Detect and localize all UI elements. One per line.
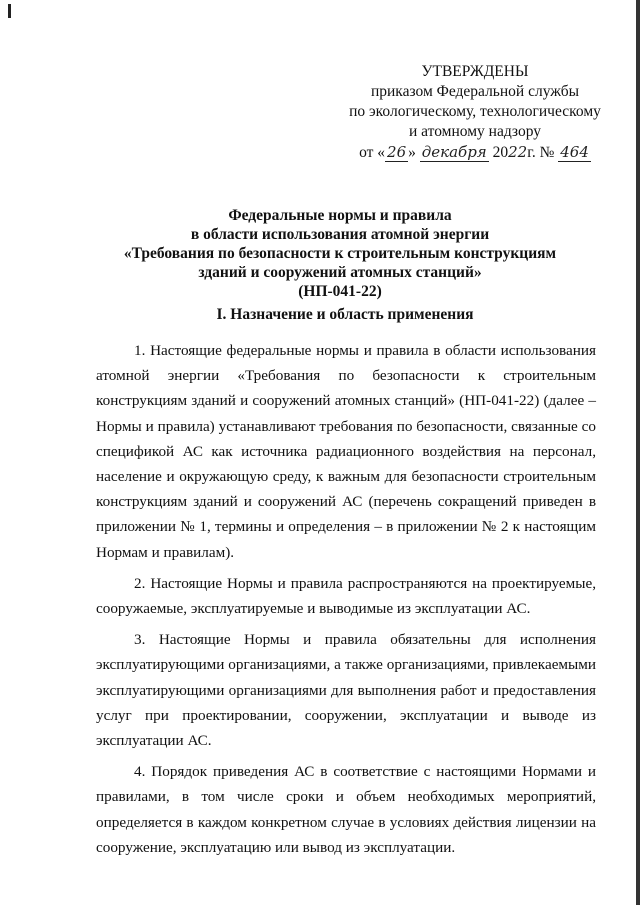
paragraph-4: 4. Порядок приведения АС в соответствие с настоящими Нормами и правилами, в том числе сроки и объем необходимых мероприятий, определяется в каждом конкретном случае в условиях действия лицензии на сооружение, эксплуатацию или вывод из эксплуатации.	[96, 763, 596, 856]
approval-block	[330, 62, 620, 163]
scan-edge-mark-right	[636, 0, 640, 905]
title-line-1: Федеральные нормы и правила	[228, 207, 452, 224]
order-year-handwritten: 22	[508, 143, 528, 161]
scan-edge-mark-top	[8, 4, 11, 18]
order-year-prefix: 20	[488, 144, 509, 161]
document-title	[60, 206, 620, 301]
title-line-4: зданий и сооружений атомных станций»	[198, 264, 482, 281]
order-mid: »	[408, 144, 420, 161]
order-number-prefix: г. №	[527, 144, 559, 161]
title-line-2: в области использования атомной энергии	[190, 226, 490, 243]
title-line-3: «Требования по безопасности к строительным конструкциям	[123, 245, 557, 262]
approval-heading: УТВЕРЖДЕНЫ	[421, 63, 529, 80]
paragraph-3: 3. Настоящие Нормы и правила обязательны для исполнения эксплуатирующими организациями, а также организациями, привлекаемыми эксплуатирующими организациями для выполнения работ и предоставления услуг при проектировании, сооружении, эксплуатации и выводе из эксплуатации АС.	[96, 631, 596, 750]
order-number-handwritten: 464	[560, 143, 589, 161]
order-day-handwritten: 26	[387, 143, 407, 161]
order-prefix: от «	[359, 144, 386, 161]
paragraph-2: 2. Настоящие Нормы и правила распространяются на проектируемые, сооружаемые, эксплуатируемые и выводимые из эксплуатации АС.	[96, 574, 596, 618]
approval-line-3: и атомному надзору	[409, 123, 541, 140]
section-heading: I. Назначение и область применения	[216, 306, 474, 323]
order-month-handwritten: декабря	[421, 143, 487, 161]
approval-line-1: приказом Федеральной службы	[370, 83, 580, 100]
paragraph-1: 1. Настоящие федеральные нормы и правила в области использования атомной энергии «Требования по безопасности к строительным конструкциям зданий и сооружений атомных станций» (НП-041-22) (далее – Нормы и правила) устанавливают требования по безопасности, связанные со спецификой АС как источника радиационного воздействия на персонал, население и окружающую среду, к важным для безопасности строительным конструкциям зданий и сооружений АС (перечень сокращений приведен в приложении № 1, термины и определения – в приложении № 2 к настоящим Нормам и правилам).	[96, 342, 596, 561]
title-line-5: (НП-041-22)	[298, 283, 382, 300]
document-body	[96, 338, 596, 866]
order-line	[330, 142, 620, 163]
approval-line-2: по экологическому, технологическому	[349, 103, 601, 120]
